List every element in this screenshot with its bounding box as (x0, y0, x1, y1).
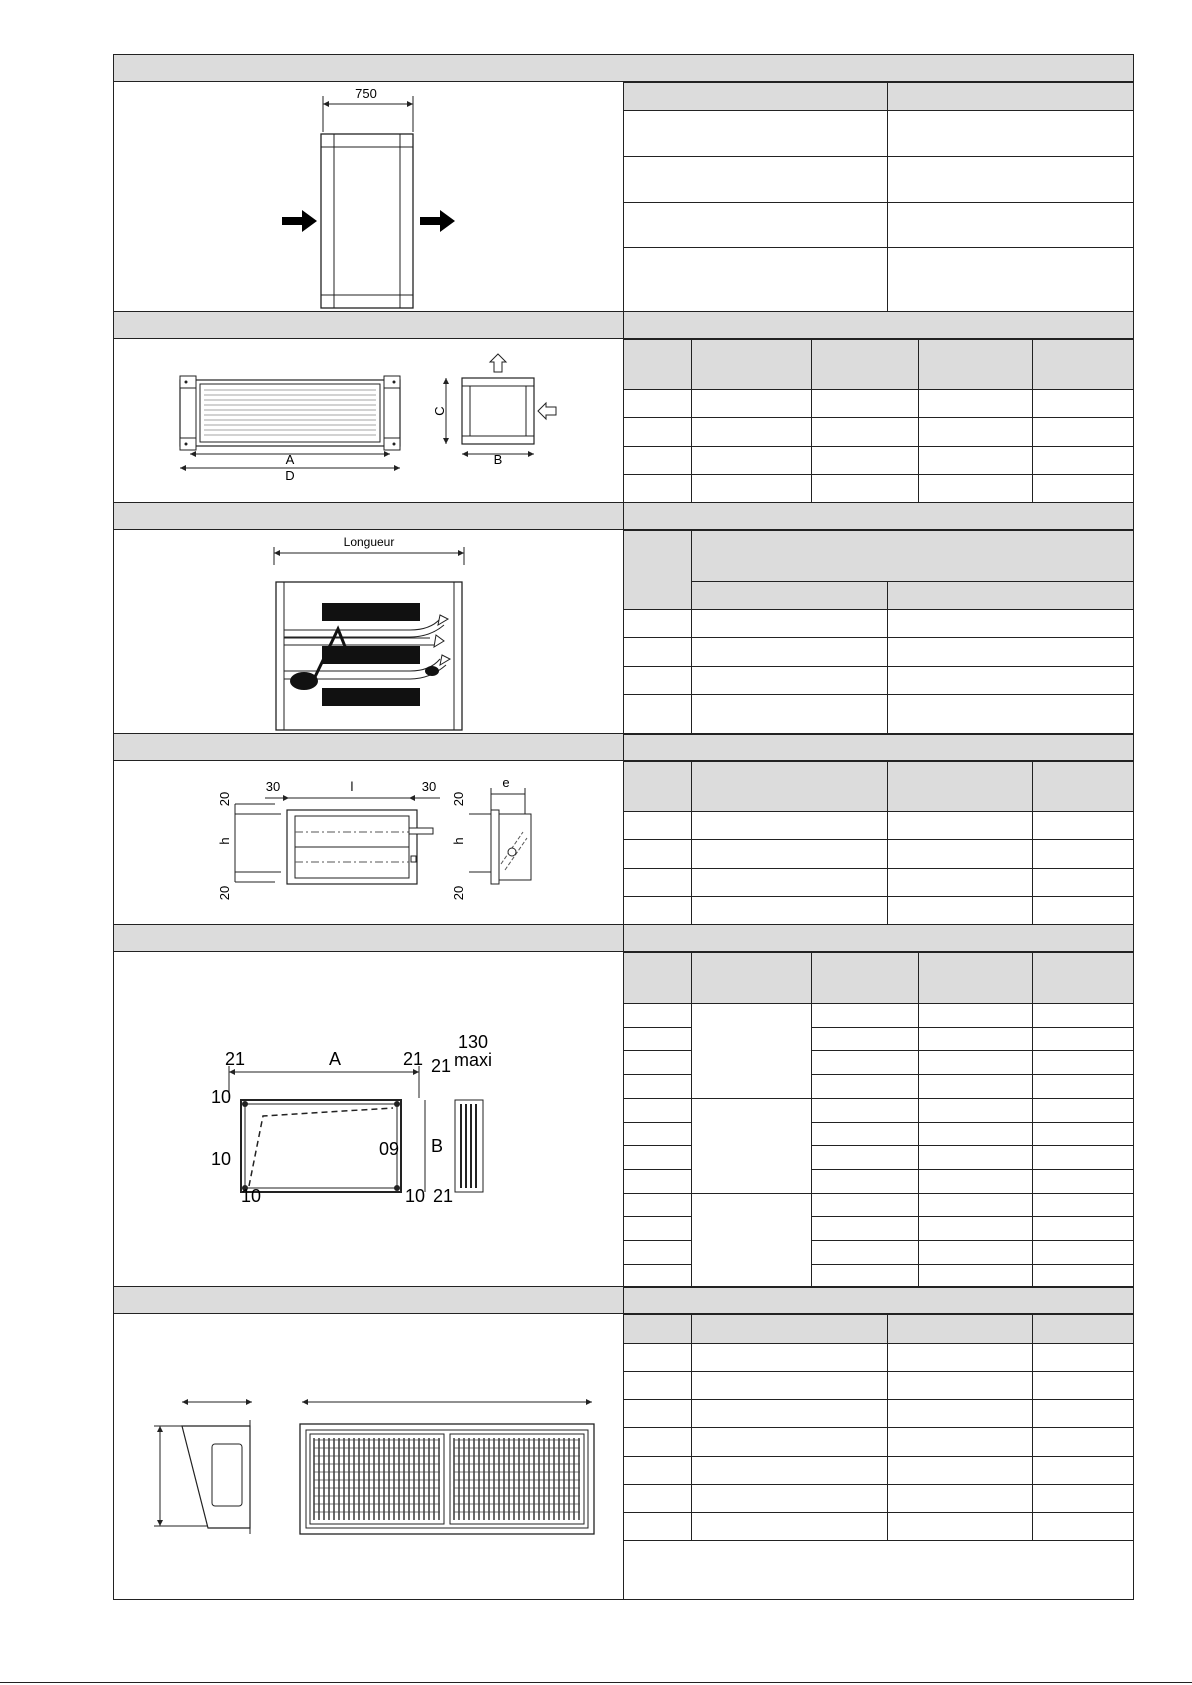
table-cell (1032, 1371, 1134, 1400)
table-cell (1032, 1484, 1134, 1513)
table-cell (1032, 1145, 1134, 1170)
table-cell (623, 1122, 692, 1146)
dim-21-a: 21 (224, 1049, 246, 1069)
table-cell (887, 868, 1033, 897)
table1-header-col2 (887, 82, 1134, 111)
table-header-cell (887, 1314, 1033, 1344)
dim-l: l (350, 779, 354, 794)
dim-10-b: 10 (210, 1149, 232, 1169)
table-cell (1032, 1193, 1134, 1217)
table1-cell (623, 247, 888, 312)
table-cell (623, 474, 692, 503)
table-header-cell (623, 1314, 692, 1344)
figure-silencer (270, 533, 470, 733)
dim-10-d: 10 (404, 1186, 426, 1206)
dim-h-side: h (451, 837, 466, 845)
table-cell (811, 446, 919, 475)
table-cell (887, 1343, 1033, 1372)
dim-21-b: 21 (402, 1049, 424, 1069)
table-cell (691, 1371, 888, 1400)
table-cell (887, 1484, 1033, 1513)
table-cell (623, 609, 692, 638)
table-header-cell (918, 952, 1033, 1004)
table-cell (1032, 811, 1134, 840)
table-cell (918, 1074, 1033, 1099)
table-cell (918, 417, 1033, 447)
table-cell (918, 1169, 1033, 1194)
table-cell (1032, 1456, 1134, 1485)
page-bottom-rule (0, 1682, 1192, 1683)
table-cell (811, 474, 919, 503)
table-cell (1032, 1050, 1134, 1075)
table-cell (691, 811, 888, 840)
dimension-d-label: D (285, 468, 295, 483)
dimension-b-label: B (493, 452, 503, 467)
length-label: Longueur (343, 535, 395, 549)
table-cell (887, 896, 1033, 925)
table-cell (623, 1399, 692, 1428)
table-cell (1032, 1098, 1134, 1123)
table-cell (811, 417, 919, 447)
table-cell (811, 1145, 919, 1170)
table-cell (623, 811, 692, 840)
table-cell (918, 446, 1033, 475)
table-header-cell (691, 952, 812, 1004)
table-cell (887, 637, 1134, 667)
table-cell (918, 474, 1033, 503)
dim-09: 09 (378, 1139, 400, 1159)
table-cell (887, 1427, 1033, 1457)
table1-cell (887, 202, 1134, 248)
table-cell (691, 868, 888, 897)
table-cell (691, 839, 888, 869)
table-cell (691, 389, 812, 418)
damper-side-view (499, 814, 531, 880)
table-cell (691, 417, 812, 447)
dimension-c-label: C (432, 406, 447, 416)
dim-20-top-side: 20 (451, 791, 466, 807)
table-cell (691, 1003, 812, 1099)
table-cell (1032, 446, 1134, 475)
arrow-out-icon (420, 210, 455, 232)
table-cell (887, 694, 1134, 735)
table-cell (918, 1122, 1033, 1146)
table-cell (623, 666, 692, 695)
table1-cell (623, 110, 888, 157)
table-cell (623, 1240, 692, 1265)
table-cell (1032, 839, 1134, 869)
table-cell (623, 1264, 692, 1288)
table-header-cell (623, 339, 692, 390)
table-cell (811, 1169, 919, 1194)
table-cell (887, 811, 1033, 840)
table-cell (691, 896, 888, 925)
table-header-cell (691, 761, 888, 812)
dim-h: h (217, 837, 232, 845)
filter-frame (241, 1100, 401, 1192)
table-cell (811, 1050, 919, 1075)
dim-21-c: 21 (430, 1056, 452, 1076)
table-cell (623, 1512, 692, 1541)
table-cell (1032, 389, 1134, 418)
table-header-cell (691, 530, 1134, 582)
table-cell (623, 1484, 692, 1513)
dim-30-left: 30 (265, 779, 281, 794)
table-header-cell (1032, 339, 1134, 390)
table-header-cell (623, 530, 692, 610)
table-cell (918, 1240, 1033, 1265)
dimension-750-label: 750 (355, 86, 377, 101)
table-cell (1032, 1264, 1134, 1288)
table-cell (623, 1145, 692, 1170)
table-cell (623, 1371, 692, 1400)
table-cell (691, 1484, 888, 1513)
table-cell (811, 1003, 919, 1028)
table-cell (691, 1399, 888, 1428)
table-cell (691, 694, 888, 735)
figure-unit-dimensions (170, 350, 570, 490)
table-cell (623, 1193, 692, 1217)
table-header-cell (1032, 761, 1134, 812)
dim-10-a: 10 (210, 1087, 232, 1107)
table-cell (887, 839, 1033, 869)
table-cell (623, 694, 692, 735)
table-cell (811, 1027, 919, 1051)
table-cell (1032, 868, 1134, 897)
table-cell (691, 1098, 812, 1194)
table-cell (623, 1098, 692, 1123)
table-cell (623, 637, 692, 667)
table-cell (811, 1098, 919, 1123)
table-cell (811, 1240, 919, 1265)
table-cell (623, 1003, 692, 1028)
table-cell (811, 1074, 919, 1099)
table-cell (1032, 1122, 1134, 1146)
table-cell (918, 1193, 1033, 1217)
airflow-left-icon (538, 403, 556, 419)
table-cell (918, 1098, 1033, 1123)
table-cell (1032, 1003, 1134, 1028)
table-cell (1032, 417, 1134, 447)
table-header-cell (691, 581, 888, 610)
table-cell (811, 1122, 919, 1146)
table-cell (918, 1216, 1033, 1241)
airflow-up-icon (490, 354, 506, 372)
dim-10-c: 10 (240, 1186, 262, 1206)
dim-maxi: maxi (453, 1050, 493, 1070)
duct-body (321, 134, 413, 308)
table-header-cell (811, 952, 919, 1004)
table-cell (623, 1074, 692, 1099)
table-cell (1032, 1512, 1134, 1541)
dim-20-top: 20 (217, 791, 232, 807)
table-header-cell (1032, 1314, 1134, 1344)
table-cell (691, 1193, 812, 1288)
table-cell (811, 1216, 919, 1241)
table-cell (691, 446, 812, 475)
table-cell (887, 1512, 1033, 1541)
table-cell (691, 1512, 888, 1541)
table-cell (691, 666, 888, 695)
table-cell (1032, 1427, 1134, 1457)
table-cell (623, 868, 692, 897)
figure-duct-section (270, 84, 470, 310)
table-cell (623, 1456, 692, 1485)
table-cell (623, 1050, 692, 1075)
table-cell (691, 637, 888, 667)
table-cell (1032, 1216, 1134, 1241)
table-cell (691, 474, 812, 503)
table-cell (918, 389, 1033, 418)
dim-130: 130 (457, 1032, 489, 1052)
table-cell (1032, 1027, 1134, 1051)
dim-20-bottom: 20 (217, 885, 232, 901)
table-cell (918, 1264, 1033, 1288)
table-cell (1032, 1169, 1134, 1194)
figure-damper (205, 770, 545, 910)
table1-cell (887, 247, 1134, 312)
table-cell (811, 389, 919, 418)
figure-filter-frame (205, 1028, 505, 1208)
table-header-cell (887, 761, 1033, 812)
table-cell (623, 1169, 692, 1194)
table-cell (623, 1343, 692, 1372)
table-cell (1032, 1343, 1134, 1372)
table-cell (811, 1193, 919, 1217)
table1-cell (887, 156, 1134, 203)
table-cell (623, 1027, 692, 1051)
table-header-cell (918, 339, 1033, 390)
baffle (322, 646, 420, 664)
table-cell (887, 609, 1134, 638)
dimension-a-label: A (285, 452, 295, 467)
table1-header-col1 (623, 82, 888, 111)
table1-cell (623, 202, 888, 248)
dim-21-d: 21 (432, 1186, 454, 1206)
dim-a: A (328, 1049, 342, 1069)
table-cell (623, 1216, 692, 1241)
music-note-icon (290, 672, 318, 690)
table-cell (623, 1427, 692, 1457)
table-cell (1032, 474, 1134, 503)
arrow-in-icon (282, 210, 317, 232)
dim-20-bottom-side: 20 (451, 885, 466, 901)
dim-30-right: 30 (421, 779, 437, 794)
dim-b: B (431, 1136, 444, 1156)
table-header-cell (811, 339, 919, 390)
table-cell (918, 1145, 1033, 1170)
unit-side-view (462, 378, 534, 444)
table-cell (918, 1050, 1033, 1075)
figure-weather-louvre (148, 1390, 598, 1540)
table-cell (918, 1027, 1033, 1051)
table-cell (887, 1371, 1033, 1400)
table-cell (887, 1456, 1033, 1485)
table-cell (623, 389, 692, 418)
table-cell (1032, 1399, 1134, 1428)
table-header-cell (691, 339, 812, 390)
table-header-cell (623, 761, 692, 812)
table-cell (918, 1003, 1033, 1028)
table-cell (691, 1456, 888, 1485)
table-cell (623, 417, 692, 447)
table-header-cell (1032, 952, 1134, 1004)
table-cell (1032, 1240, 1134, 1265)
baffle (322, 688, 420, 706)
table-cell (623, 839, 692, 869)
table-header-cell (691, 1314, 888, 1344)
table-cell (691, 609, 888, 638)
table1-cell (623, 156, 888, 203)
table-cell (887, 1399, 1033, 1428)
table-cell (691, 1343, 888, 1372)
table-cell (1032, 896, 1134, 925)
table-header-cell (623, 952, 692, 1004)
section-header-1 (113, 54, 1134, 82)
filter-side-view (455, 1100, 483, 1192)
table-cell (811, 1264, 919, 1288)
table1-cell (887, 110, 1134, 157)
table-cell (887, 666, 1134, 695)
table-cell (691, 1427, 888, 1457)
table-header-cell (887, 581, 1134, 610)
dim-e: e (502, 775, 510, 790)
table-cell (623, 896, 692, 925)
table-cell (623, 446, 692, 475)
table-cell (1032, 1074, 1134, 1099)
baffle (322, 603, 420, 621)
